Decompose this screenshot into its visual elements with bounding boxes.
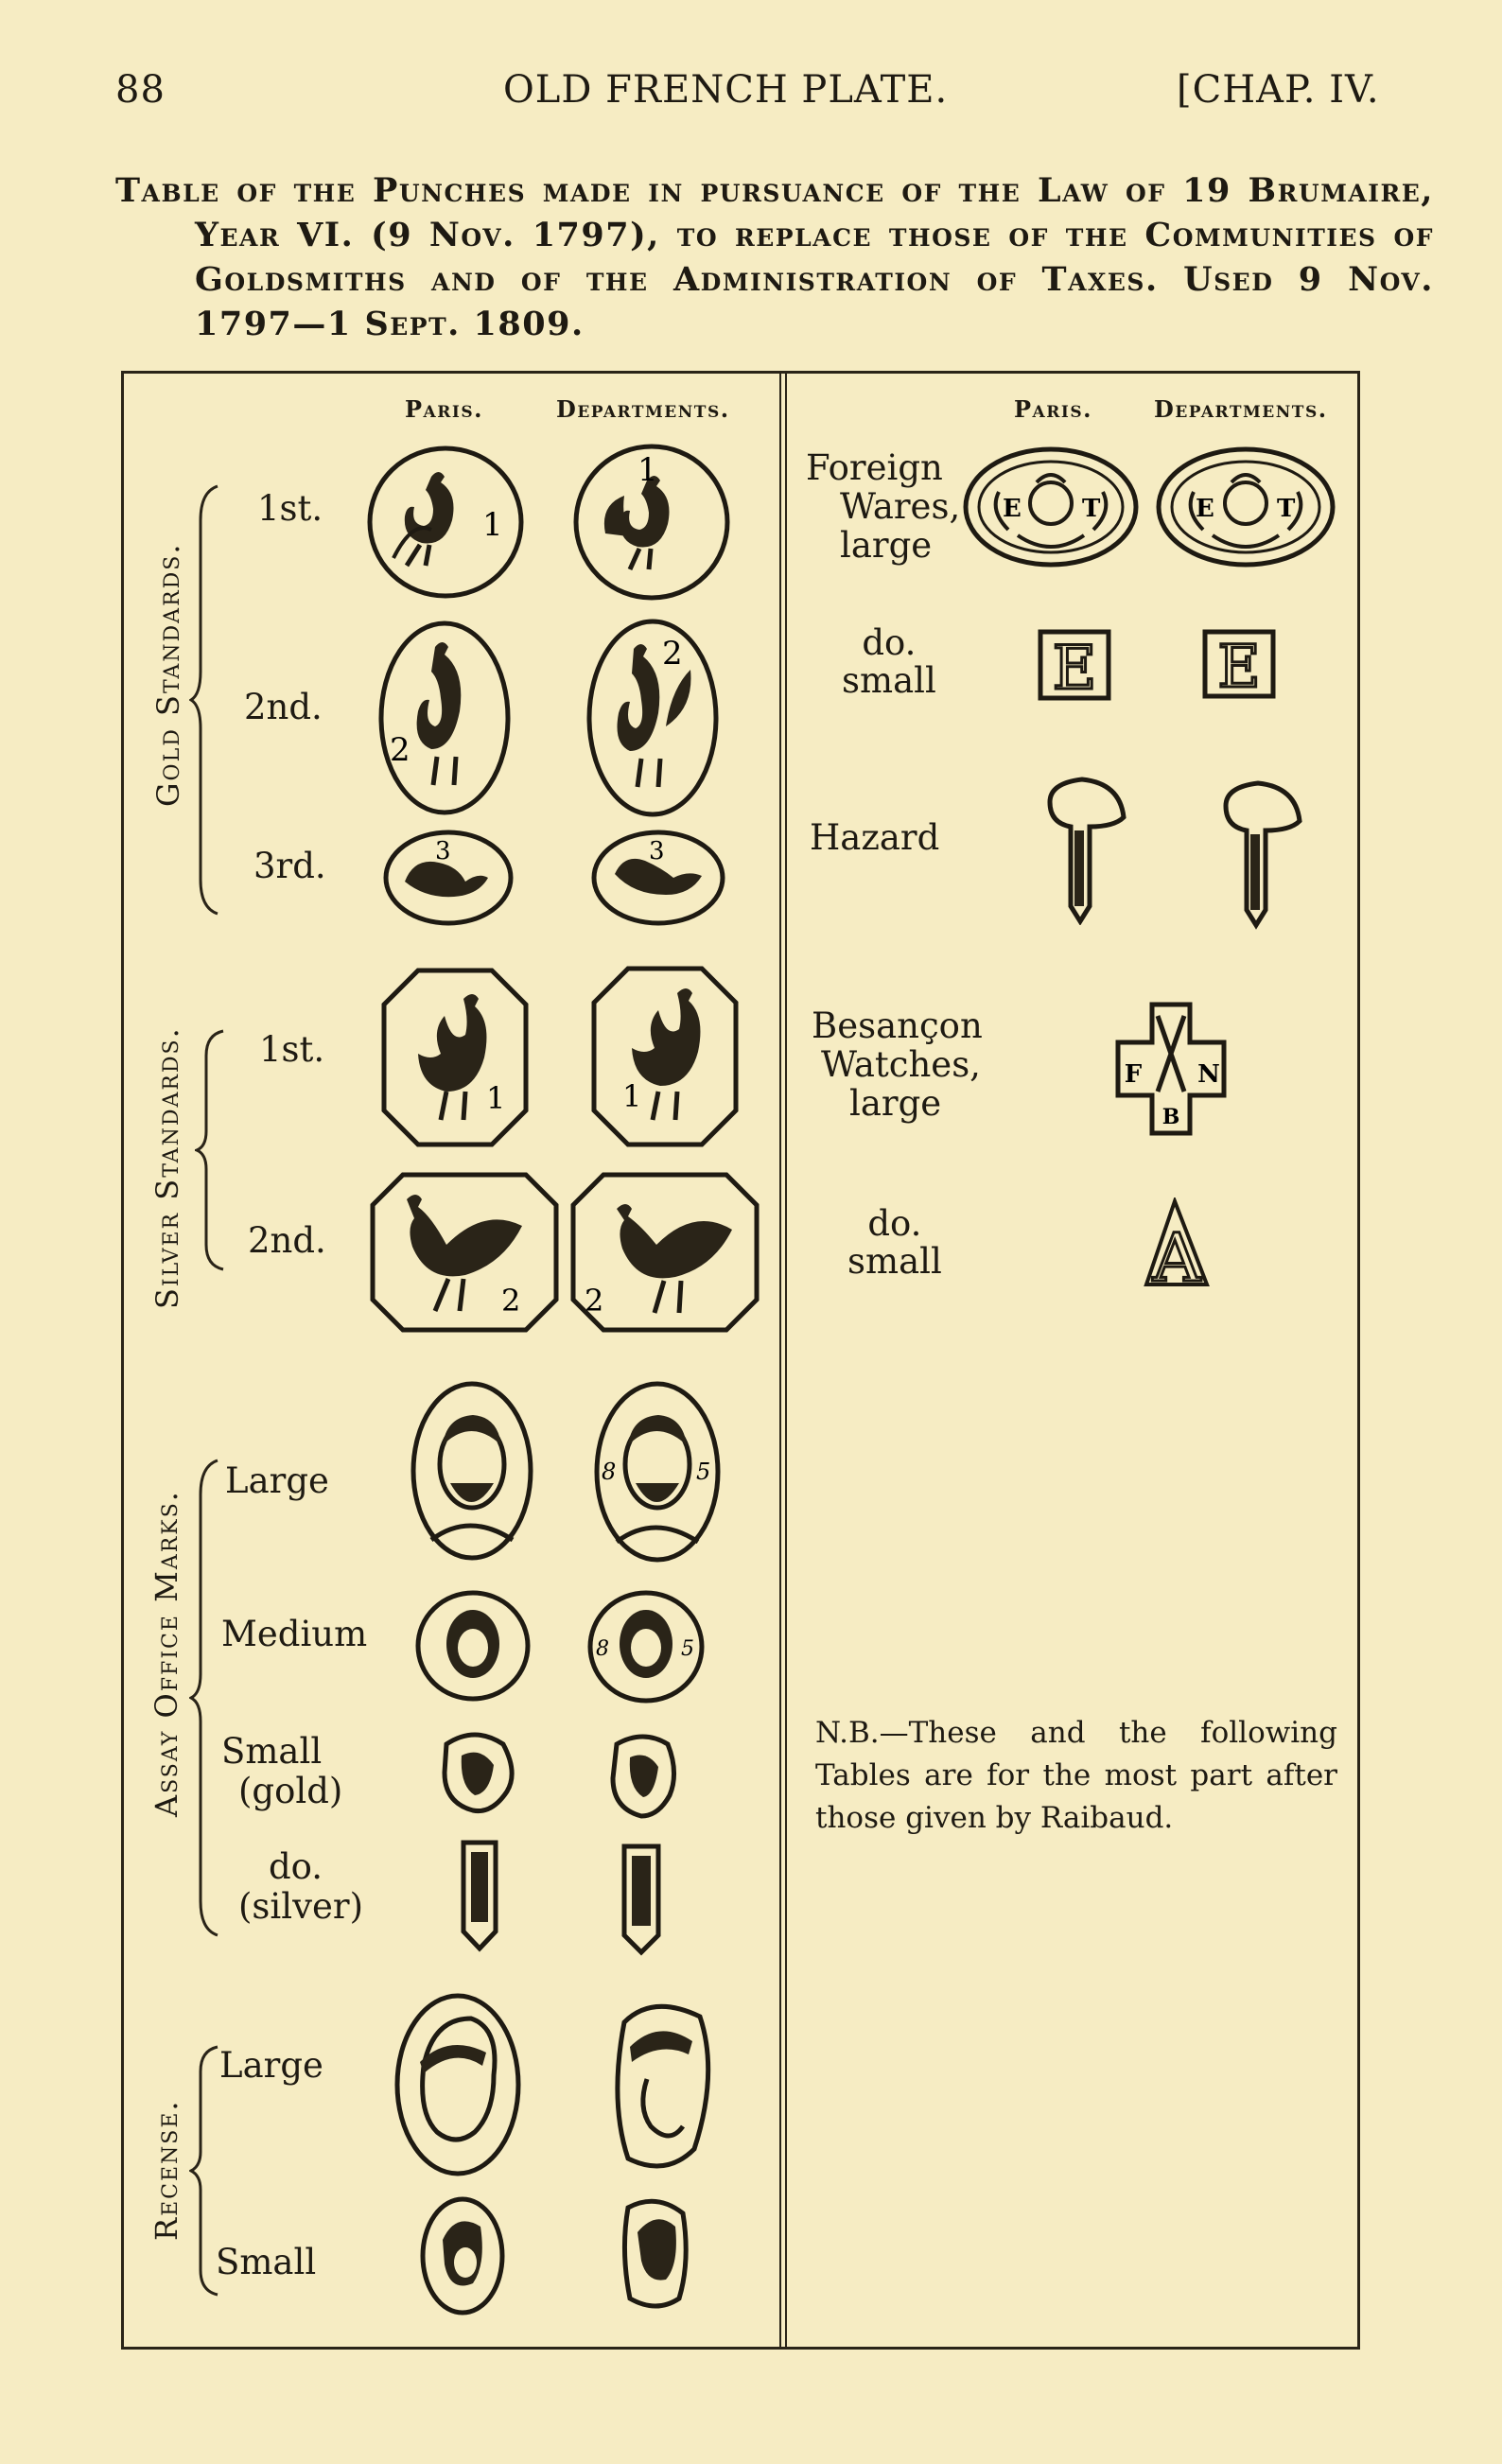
label-gold-1st: 1st. [257,488,323,529]
chapter-label: [CHAP. IV. [1177,68,1380,112]
recense-small-paris-head-mark [418,2194,507,2317]
label-besancon-line3: large [849,1083,942,1124]
label-foreign-line1: Foreign [806,447,943,488]
assay-small-gold-paris-mark [437,1727,518,1816]
label-recense-small: Small [216,2242,317,2282]
label-besancon-small [847,1205,942,1281]
label-foreign-line2: Wares, [840,486,961,527]
gold-2nd-paris-cock-mark [376,619,513,817]
besancon-small-letter: A [1152,1219,1201,1290]
foreign-small-paris-mark [1033,626,1116,704]
foreign-large-paris-letter-e: E [1003,495,1022,523]
gold-1st-dept-numeral: 1 [637,451,658,489]
recense-large-dept-head-mark [605,1994,723,2179]
foreign-large-dept-letter-e: E [1196,495,1214,523]
column-divider [779,371,787,2350]
silver-2nd-dept-numeral: 2 [585,1283,604,1319]
page-number: 88 [115,68,166,112]
label-besancon [812,1006,983,1123]
label-assay-medium: Medium [221,1614,368,1654]
label-besancon-line1: Besançon [812,1005,983,1046]
assay-large-paris-head-mark [409,1379,535,1563]
table-caption: Table of the Punches made in pursuance of the Law of 19 Brumaire, Year VI. (9 Nov. 1797), to replace those of the Communities of Goldsmiths and of the Administration of Taxes. Used 9 Nov. 1797—1 Sept. 1809. [115,171,1434,343]
besancon-letter-b: B [1161,1105,1180,1129]
assay-medium-paris-head-mark [414,1589,532,1703]
assay-large-dept-head-mark [592,1379,723,1564]
assay-medium-dept-head-mark [586,1589,706,1704]
gold-3rd-dept-numeral: 3 [649,837,665,865]
foreign-small-paris-letter: E [1052,634,1097,704]
brace-silver [195,1027,233,1273]
hazard-paris-axe-mark [1040,774,1127,925]
besancon-letter-n: N [1197,1060,1220,1089]
running-title: OLD FRENCH PLATE. [503,68,949,112]
label-foreign-small [842,624,936,700]
gold-1st-paris-cock-mark [365,445,526,600]
label-recense-large: Large [219,2045,323,2086]
assay-medium-dept-right-numeral: 5 [681,1637,694,1661]
silver-1st-paris-numeral: 1 [486,1080,506,1116]
section-silver-standards: Silver Standards. [149,1026,185,1309]
brace-gold [189,482,227,917]
assay-small-gold-dept-mark [603,1731,683,1820]
foreign-large-paris-mark [961,445,1141,569]
label-assay-small: Small [221,1731,323,1772]
foreign-small-dept-letter: E [1217,632,1261,701]
recense-small-dept-head-mark [617,2194,694,2315]
label-gold-2nd: 2nd. [244,687,323,727]
label-hazard: Hazard [810,817,940,858]
gold-3rd-dept-cock-mark [590,829,726,927]
label-foreign-wares [806,448,960,565]
silver-1st-paris-cock-mark [380,967,530,1148]
recense-large-paris-head-mark [392,1990,524,2179]
label-silver-2nd: 2nd. [248,1220,326,1261]
assay-small-silver-paris-mark [458,1837,501,1952]
hazard-dept-axe-mark [1216,778,1305,931]
foreign-small-dept-mark [1199,626,1279,702]
header-paris-right: Paris. [1014,395,1092,423]
besancon-small-mark [1143,1197,1214,1290]
label-besancon-small-line1: do. [867,1203,922,1244]
assay-medium-dept-left-numeral: 8 [596,1637,609,1661]
label-besancon-line2: Watches, [821,1044,981,1085]
besancon-large-mark [1112,1001,1230,1143]
silver-2nd-paris-numeral: 2 [501,1283,521,1319]
section-gold-standards: Gold Standards. [150,542,186,807]
header-departments-left: Departments. [556,395,730,423]
label-silver-1st: 1st. [259,1029,325,1070]
silver-2nd-dept-cock-mark [569,1171,760,1334]
silver-2nd-paris-cock-mark [369,1171,560,1334]
label-assay-large: Large [225,1460,329,1501]
brace-assay [189,1457,227,1939]
gold-1st-paris-numeral: 1 [482,506,503,544]
label-foreign-small-line1: do. [862,622,917,663]
label-foreign-line3: large [840,525,933,566]
foreign-large-paris-letter-t: T [1082,495,1101,523]
silver-1st-dept-cock-mark [590,965,740,1148]
gold-1st-dept-cock-mark [571,443,732,602]
header-paris-left: Paris. [405,395,483,423]
gold-2nd-dept-numeral: 2 [662,635,683,673]
silver-1st-dept-numeral: 1 [622,1078,642,1114]
header-departments-right: Departments. [1154,395,1328,423]
section-recense: Recense. [148,2099,184,2241]
assay-small-silver-dept-mark [619,1841,664,1956]
label-gold-3rd: 3rd. [253,846,326,886]
gold-3rd-paris-cock-mark [382,829,515,927]
gold-2nd-paris-numeral: 2 [390,731,410,769]
assay-large-dept-left-numeral: 8 [602,1459,617,1485]
besancon-letter-f: F [1124,1060,1143,1089]
footnote: N.B.—These and the following Tables are for the most part after those given by Raibaud. [815,1716,1337,1835]
gold-3rd-paris-numeral: 3 [435,837,451,865]
foreign-large-dept-mark [1154,445,1337,569]
label-foreign-small-line2: small [842,660,936,701]
foreign-large-dept-letter-t: T [1277,495,1296,523]
label-assay-silver: (silver) [238,1886,364,1927]
label-assay-do: do. [269,1846,323,1887]
label-besancon-small-line2: small [847,1241,942,1282]
label-assay-small-gold: (gold) [238,1771,343,1811]
assay-large-dept-right-numeral: 5 [696,1459,711,1485]
gold-2nd-dept-cock-mark [585,617,721,819]
section-assay-office-marks: Assay Office Marks. [148,1490,184,1817]
